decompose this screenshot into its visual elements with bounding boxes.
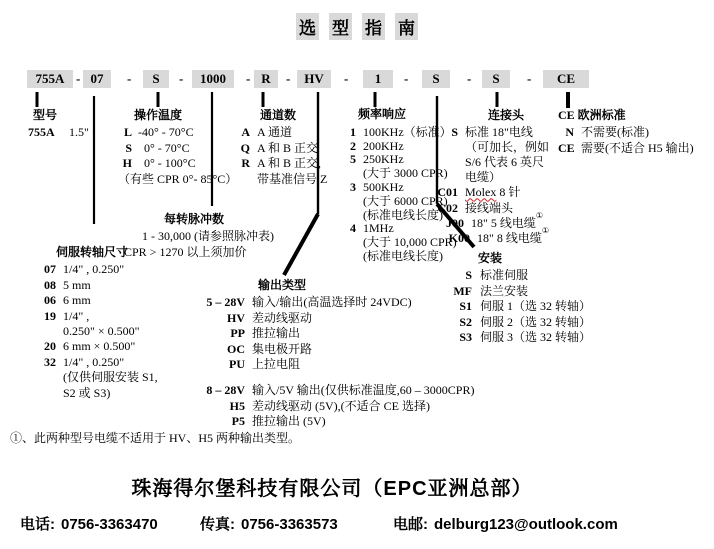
option-text: 差动线驱动 (5V),(不适合 CE 选择) [252, 398, 430, 413]
section-connector-title: 连接头 [488, 108, 525, 122]
option-text: (大于 10,000 CPR) [363, 235, 457, 250]
phone-number: 0756-3363470 [61, 516, 158, 533]
option-text: 1 - 30,000 (请参照脉冲表) [142, 229, 274, 244]
footnote-marker: ① [541, 225, 550, 235]
option-row [118, 141, 237, 156]
part-separator: - [404, 71, 409, 86]
option-row [34, 278, 158, 293]
option-code: 08 [44, 277, 56, 292]
option-text: 250KHz [363, 152, 404, 167]
option-row [348, 250, 457, 264]
section-model [28, 108, 89, 141]
option-code: S [465, 268, 472, 283]
leader-line-output-diagonal [284, 214, 318, 275]
email-address: delburg123@outlook.com [434, 516, 618, 533]
footnote-marker: ① [535, 210, 544, 220]
part-segment-ce: CE [543, 70, 589, 88]
option-text: 推拉输出 (5V) [252, 414, 326, 429]
option-code: H5 [229, 398, 245, 413]
option-text: (大于 3000 CPR) [363, 166, 448, 181]
option-code: S1 [459, 299, 472, 314]
footnote: ①、此两种型号电缆不适用于 HV、H5 两种输出类型。 [10, 431, 300, 445]
option-row [34, 355, 158, 370]
option-row [34, 293, 158, 308]
page-title-char: 选 [296, 13, 319, 40]
part-segment-frequency: 1 [363, 70, 393, 88]
page-title [0, 13, 714, 40]
option-code: S [451, 125, 458, 140]
option-text: (仅供伺服安装 S1, [63, 370, 158, 385]
part-segment-output: HV [297, 70, 331, 88]
option-row [190, 399, 474, 414]
option-text: 不需要(标准) [581, 125, 649, 140]
option-text: A 通道 [257, 125, 293, 140]
option-row [452, 315, 591, 330]
option-row [34, 324, 158, 339]
option-row [452, 268, 591, 283]
option-code [348, 236, 356, 250]
page-title-char: 指 [362, 13, 385, 40]
option-text: CPR > 1270 以上须加价 [124, 244, 247, 259]
part-segment-shaft: 07 [83, 70, 111, 88]
part-separator: - [286, 71, 291, 86]
option-row [190, 295, 474, 310]
part-segment-mounting: S [422, 70, 450, 88]
option-text: 输入/5V 输出(仅供标准温度,60 – 3000CPR) [252, 383, 475, 398]
part-separator: - [527, 71, 532, 86]
option-row [190, 326, 474, 341]
part-segment-connector: S [482, 70, 510, 88]
option-text: (标准电线长度) [363, 207, 443, 222]
option-text: 0° - 100°C [144, 156, 196, 171]
section-shaft-title: 伺服转轴尺寸 [56, 245, 129, 259]
option-text: -40° - 70°C [138, 125, 194, 140]
option-code: K00 [448, 230, 470, 245]
option-row [436, 225, 550, 246]
section-cpr-title: 每转脉冲数 [164, 212, 225, 226]
option-code: 5 – 28V [206, 295, 245, 310]
option-text: A 和 B 正交, [257, 156, 322, 171]
email-group [393, 513, 618, 534]
section-mounting [452, 251, 591, 345]
option-code: 2 [350, 138, 356, 153]
option-row [118, 172, 237, 187]
option-code [436, 140, 458, 155]
option-text: 需要(不适合 H5 输出) [581, 140, 694, 155]
page-title-char: 型 [329, 13, 352, 40]
option-text: 伺服 2（选 32 转轴） [480, 314, 592, 329]
option-text: 100KHz（标准） [363, 124, 452, 139]
section-output [190, 278, 474, 430]
company-name: 珠海得尔堡科技有限公司（EPC亚洲总部） [131, 478, 533, 500]
option-row [190, 357, 474, 372]
option-code: 5 [350, 152, 356, 167]
option-row [240, 172, 327, 187]
section-channels-title: 通道数 [260, 108, 297, 122]
option-code [34, 324, 56, 339]
page-title-char: 南 [395, 13, 418, 40]
option-code: 19 [44, 308, 56, 323]
part-segment-channels: R [254, 70, 278, 88]
option-text: 200KHz [363, 138, 404, 153]
option-text-rest: 8 针 [499, 185, 521, 200]
fax-number: 0756-3363573 [241, 516, 338, 533]
option-code: S2 [459, 314, 472, 329]
option-text: 上拉电阻 [252, 357, 301, 372]
option-text: S/6 代表 6 英尺 [465, 155, 545, 170]
option-code [34, 370, 56, 385]
option-code: R [241, 156, 250, 171]
option-row [190, 342, 474, 357]
option-text: （可加长，例如 [465, 140, 550, 155]
option-text: 电缆） [465, 170, 502, 185]
option-code [436, 155, 458, 170]
part-separator: - [344, 71, 349, 86]
option-text: 标准 18"电线 [465, 125, 533, 140]
option-code: 06 [44, 293, 56, 308]
section-connector [436, 108, 549, 246]
option-code: 20 [44, 339, 56, 354]
part-separator: - [246, 71, 251, 86]
option-row [452, 330, 591, 345]
option-code: L [123, 125, 132, 140]
option-text: 1.5" [69, 125, 89, 140]
phone-label: 电话: [20, 516, 55, 533]
option-text: 标准伺服 [480, 268, 529, 283]
part-separator: - [127, 71, 132, 86]
part-separator: - [179, 71, 184, 86]
option-row [142, 229, 274, 244]
option-code: Q [240, 140, 250, 155]
option-code: H [122, 156, 132, 171]
option-code: 4 [350, 221, 356, 236]
option-text: 输入/输出(高温选择时 24VDC) [252, 295, 412, 310]
option-code [348, 195, 356, 209]
phone-group [20, 513, 158, 534]
option-row [558, 125, 694, 140]
part-segment-cpr: 1000 [192, 70, 234, 88]
option-text: 伺服 3（选 32 转轴） [480, 330, 592, 345]
option-row [118, 156, 237, 171]
option-text: （有些 CPR 0°- 85°C） [118, 171, 238, 186]
option-code: HV [227, 310, 245, 325]
option-code: OC [227, 341, 245, 356]
option-row [34, 262, 158, 277]
option-text: 伺服 1（选 32 转轴） [480, 299, 592, 314]
option-text: 6 mm [63, 293, 91, 308]
option-text: 推拉输出 [252, 326, 301, 341]
fax-group [200, 513, 338, 534]
option-text: 1/4" , [63, 308, 90, 323]
option-text: 带基准信号 Z [257, 171, 328, 186]
option-row [190, 383, 474, 398]
option-code: S3 [459, 330, 472, 345]
option-code: 07 [44, 262, 56, 277]
option-row [190, 311, 474, 326]
option-code: 3 [350, 179, 356, 194]
option-code: PP [230, 326, 245, 341]
option-code [348, 167, 356, 181]
option-text [465, 185, 520, 200]
option-code: 32 [44, 354, 56, 369]
option-row [436, 140, 549, 155]
option-text: 18" 8 线电缆 [477, 230, 542, 245]
option-row [34, 339, 158, 354]
option-code: C02 [437, 200, 458, 215]
option-code [240, 172, 250, 187]
option-code: 755A [28, 125, 55, 140]
option-row [436, 201, 549, 216]
option-row [452, 284, 591, 299]
section-frequency-title: 频率响应 [358, 107, 407, 121]
option-text: 18" 5 线电缆 [471, 215, 536, 230]
option-code: CE [558, 140, 575, 155]
section-output-title: 输出类型 [258, 278, 307, 292]
part-separator: - [76, 71, 81, 86]
option-row [240, 156, 327, 171]
option-code: P5 [231, 414, 245, 429]
option-text: 500KHz [363, 179, 404, 194]
option-row [436, 155, 549, 170]
option-code: S [125, 140, 132, 155]
option-code [348, 250, 356, 264]
option-text: 1/4" , 0.250" [63, 354, 125, 369]
option-row [34, 386, 158, 401]
option-code: 8 – 28V [206, 383, 245, 398]
option-row [240, 141, 327, 156]
option-row [436, 185, 549, 200]
option-row [436, 170, 549, 185]
part-segment-model: 755A [27, 70, 73, 88]
option-text: 1MHz [363, 221, 394, 236]
option-text: 0.250" × 0.500" [63, 324, 140, 339]
option-code: C01 [437, 185, 458, 200]
option-row [118, 125, 237, 140]
fax-label: 传真: [200, 516, 235, 533]
option-text: A 和 B 正交 [257, 140, 319, 155]
option-row [34, 309, 158, 324]
option-text: (标准电线长度) [363, 248, 443, 263]
section-shaft [34, 245, 158, 401]
option-text: S2 或 S3) [63, 385, 111, 400]
option-text: 5 mm [63, 277, 91, 292]
option-code: A [241, 125, 250, 140]
option-row [436, 125, 549, 140]
section-ce [558, 108, 694, 156]
option-code: J00 [446, 215, 464, 230]
option-row [558, 141, 694, 156]
option-code: MF [453, 283, 472, 298]
section-ce-title: CE 欧洲标准 [558, 108, 626, 122]
option-code: N [565, 125, 574, 140]
section-model-title: 型号 [33, 108, 58, 122]
option-text: 6 mm × 0.500" [63, 339, 136, 354]
section-mounting-title: 安装 [478, 251, 503, 265]
email-label: 电邮: [393, 516, 428, 533]
option-text: 1/4" , 0.250" [63, 262, 125, 277]
option-row [436, 210, 549, 231]
part-separator: - [467, 71, 472, 86]
option-row [34, 370, 158, 385]
molex-word: Molex [465, 185, 497, 200]
option-row [452, 299, 591, 314]
option-text: 0° - 70°C [144, 140, 190, 155]
option-code [348, 209, 356, 223]
option-text: 集电极开路 [252, 341, 313, 356]
part-segment-temperature: S [143, 70, 169, 88]
option-code [34, 386, 56, 401]
option-text: (大于 6000 CPR) [363, 193, 448, 208]
section-temperature-title: 操作温度 [134, 108, 183, 122]
option-code [436, 170, 458, 185]
option-code: PU [229, 357, 245, 372]
option-row [240, 125, 327, 140]
section-temperature [118, 108, 237, 187]
option-code: 1 [350, 124, 356, 139]
option-text: 法兰安装 [480, 283, 529, 298]
option-row [28, 125, 89, 140]
option-text: 差动线驱动 [252, 310, 313, 325]
option-text: 接线端头 [465, 200, 514, 215]
section-channels [240, 108, 327, 187]
option-row [190, 414, 474, 429]
